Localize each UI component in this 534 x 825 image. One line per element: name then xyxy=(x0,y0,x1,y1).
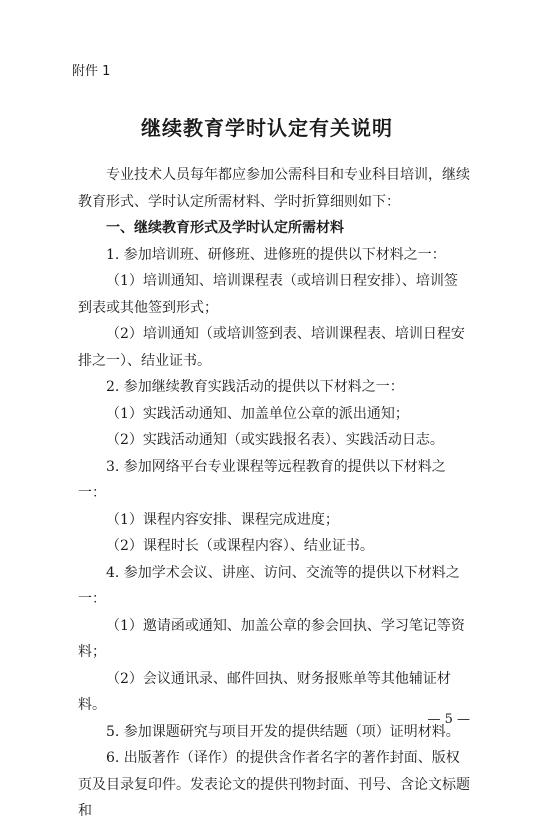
attachment-label: 附件 1 xyxy=(72,64,111,79)
list-item: （1）培训通知、培训课程表（或培训日程安排）、培训签到表或其他签到形式； xyxy=(78,273,458,316)
list-item: 6. 出版著作（译作）的提供含作者名字的著作封面、版权页及目录复印件。发表论文的提供刊物封面、刊号、含论文标题和 xyxy=(78,750,470,819)
list-item: （2）会议通讯录、邮件回执、财务报账单等其他辅证材料。 xyxy=(78,670,451,713)
section-heading: 一、继续教育形式及学时认定所需材料 xyxy=(106,220,344,236)
list-item: （1）邀请函或通知、加盖公章的参会回执、学习笔记等资料； xyxy=(78,617,465,660)
intro-paragraph: 专业技术人员每年都应参加公需科目和专业科目培训，继续教育形式、学时认定所需材料、学时折算细则如下： xyxy=(78,167,470,210)
list-item: 1. 参加培训班、研修班、进修班的提供以下材料之一： xyxy=(106,246,446,263)
list-item: 3. 参加网络平台专业课程等远程教育的提供以下材料之一： xyxy=(78,458,446,501)
list-item: 4. 参加学术会议、讲座、访问、交流等的提供以下材料之一： xyxy=(78,564,460,607)
list-item: （2）培训通知（或培训签到表、培训课程表、培训日程安排之一）、结业证书。 xyxy=(78,326,465,369)
list-item: （2）课程时长（或课程内容）、结业证书。 xyxy=(106,538,374,554)
list-item: 5. 参加课题研究与项目开发的提供结题（项）证明材料。 xyxy=(106,723,460,740)
document-body xyxy=(78,162,470,825)
list-item: （2）实践活动通知（或实践报名表）、实践活动日志。 xyxy=(106,432,444,448)
document-title: 继续教育学时认定有关说明 xyxy=(141,116,393,140)
list-item: 2. 参加继续教育实践活动的提供以下材料之一： xyxy=(106,379,404,395)
list-item: （1）实践活动通知、加盖单位公章的派出通知； xyxy=(106,405,409,422)
page-number: — 5 — xyxy=(427,712,470,727)
list-item: （1）课程内容安排、课程完成进度； xyxy=(106,511,339,528)
